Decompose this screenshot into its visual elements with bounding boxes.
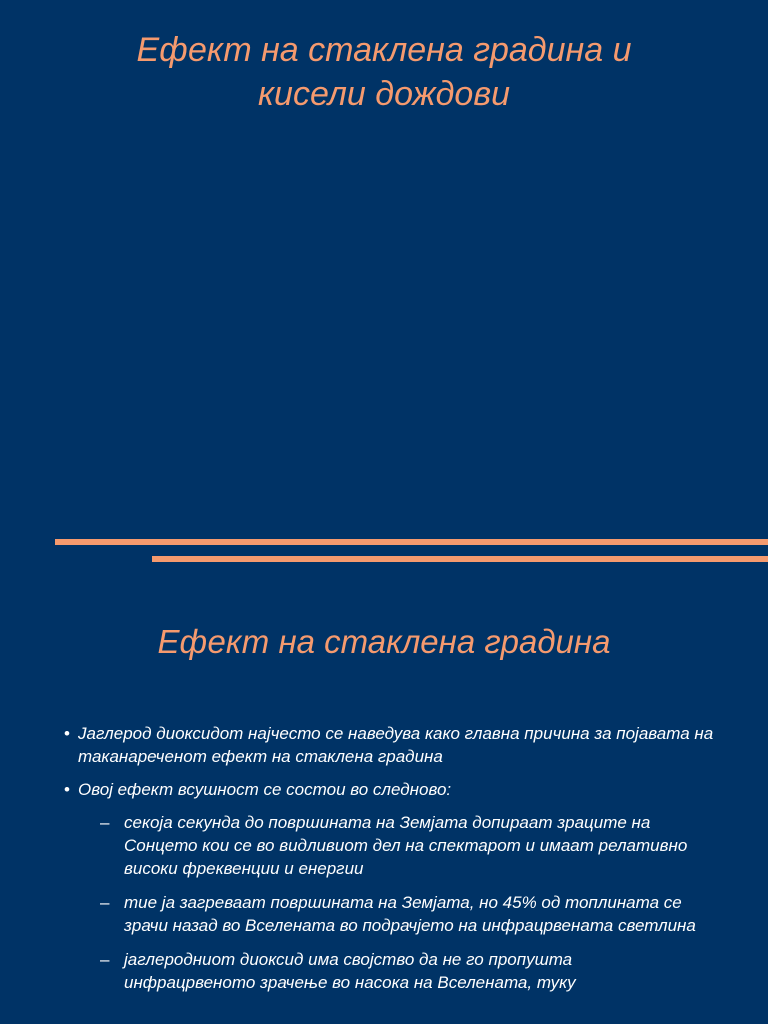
dash-marker: – <box>100 813 110 832</box>
sub-bullet-text: тие ја загреваат површината на Земјата, но 45% од топлината се зрачи назад во Вселената во подрачјето на инфрацрвената светлина <box>124 893 696 935</box>
sub-bullet-text: секоја секунда до површината на Земјата допираат зраците на Сонцето кои се во видливиот дел на спектарот и имаат релативно високи фреквенции и енергии <box>124 813 688 878</box>
bullet-list <box>0 722 768 1005</box>
bullet-text: Овој ефект всушност се состои во следново: <box>78 780 452 799</box>
bullet-item <box>0 778 768 801</box>
accent-divider-top <box>55 539 768 545</box>
slide-1-title <box>0 28 768 116</box>
bullet-text: Јаглерод диоксидот најчесто се наведува како главна причина за појавата на таканареченот ефект на стаклена градина <box>78 724 714 766</box>
sub-bullet-text: јаглеродниот диоксид има својство да не го пропушта инфрацрвеното зрачење во насока на Вселената, туку <box>124 950 576 992</box>
slide-1-title-line-2: кисели дождови <box>258 75 510 113</box>
dash-marker: – <box>100 893 110 912</box>
sub-bullet-item <box>0 891 768 937</box>
sub-bullet-item <box>0 811 768 880</box>
accent-divider-bottom <box>152 556 768 562</box>
bullet-item <box>0 722 768 768</box>
sub-bullet-item <box>0 948 768 994</box>
slide-2-title: Ефект на стаклена градина <box>157 623 611 660</box>
bullet-marker: • <box>64 724 70 743</box>
bullet-marker: • <box>64 780 70 799</box>
slide-1-title-line-1: Ефект на стаклена градина и <box>136 31 632 69</box>
dash-marker: – <box>100 950 110 969</box>
